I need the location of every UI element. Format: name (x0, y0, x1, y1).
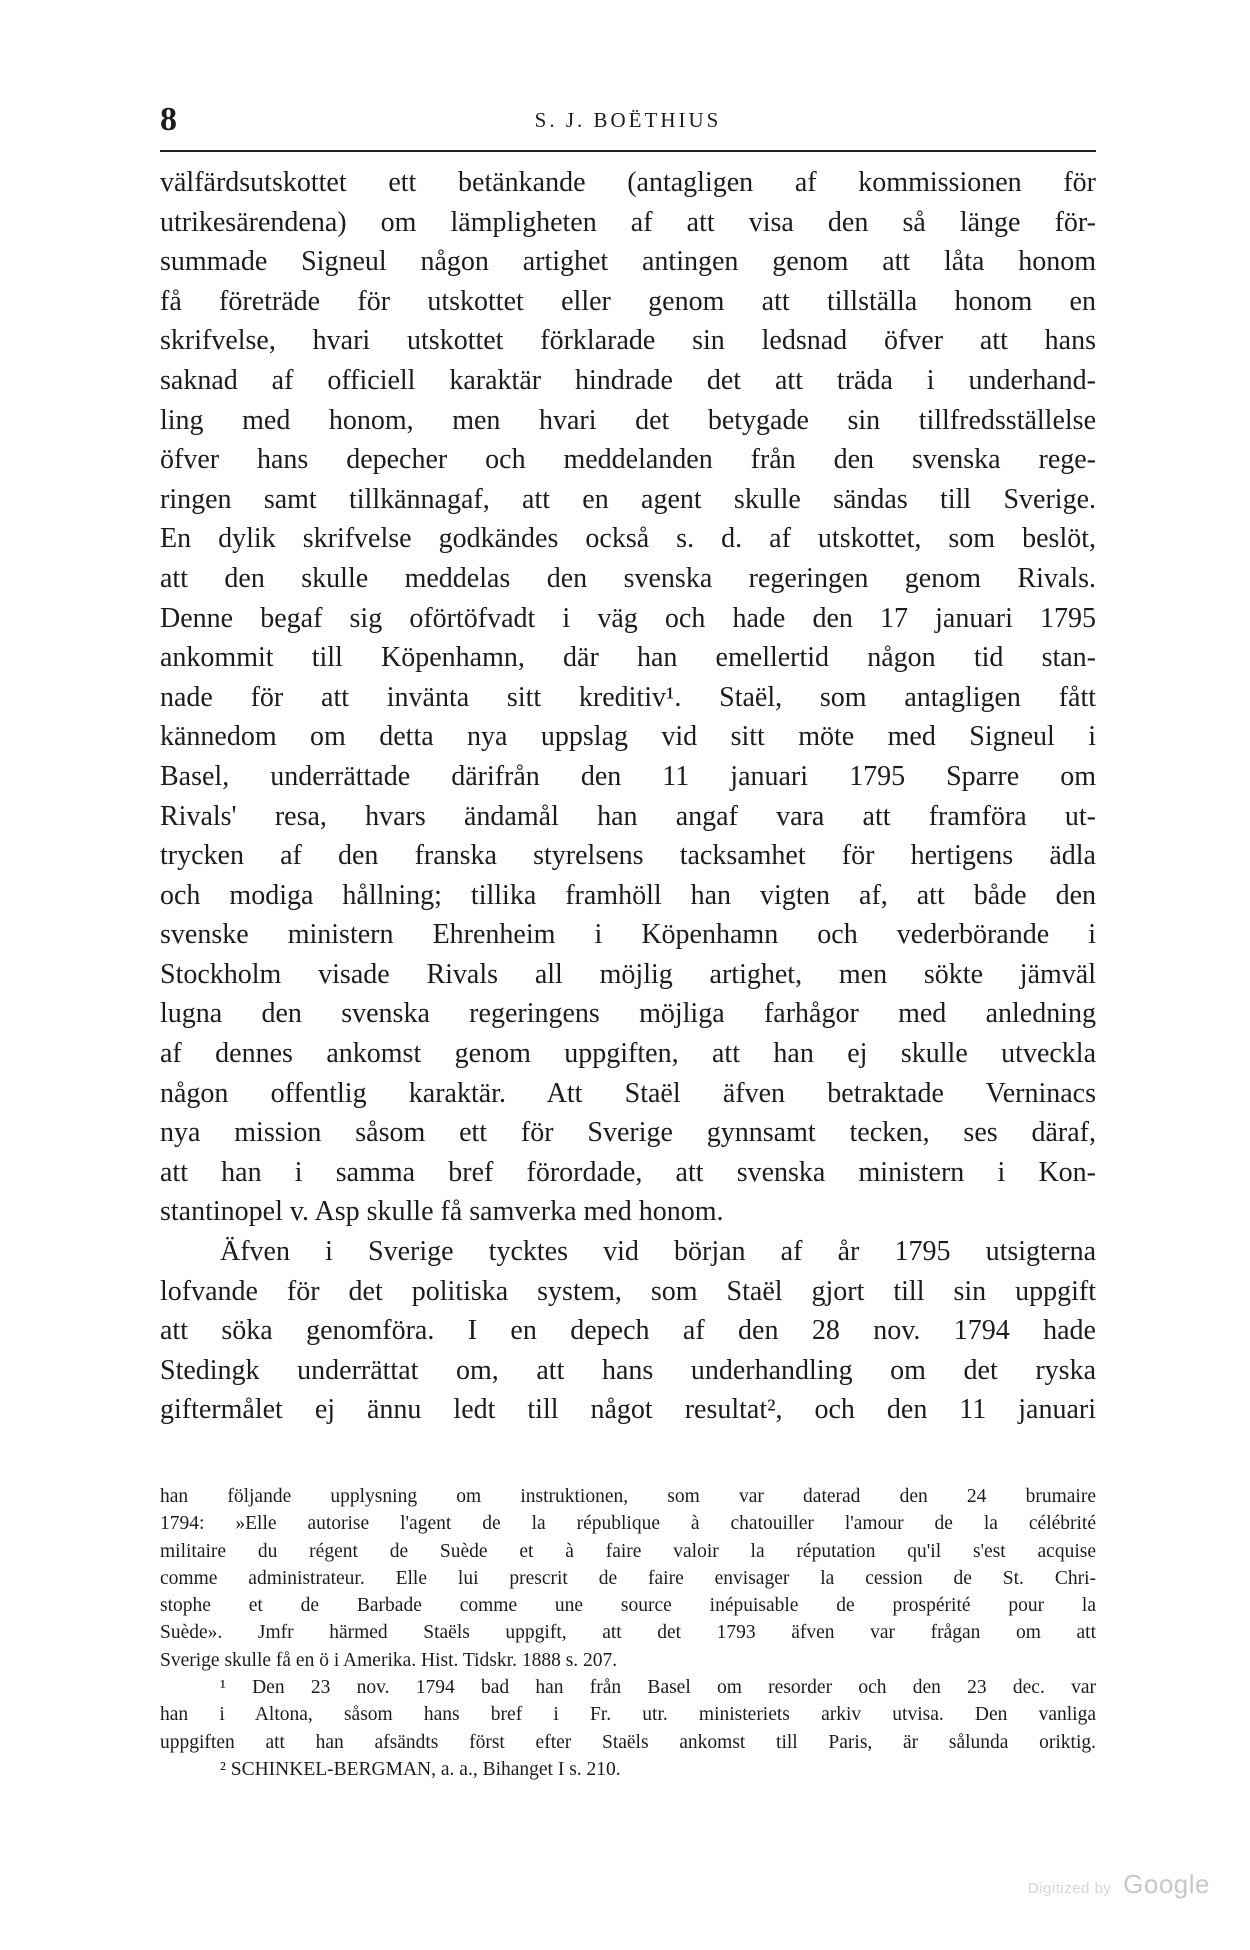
body-line: skrifvelse, hvari utskottet förklarade sin ledsnad öfver att hans (160, 325, 1096, 357)
footnote-line: han i Altona, såsom hans bref i Fr. utr. ministeriets arkiv utvisa. Den vanliga (160, 1704, 1096, 1726)
body-line: ankommit till Köpenhamn, där han emellertid någon tid stan- (160, 642, 1096, 674)
body-line: att han i samma bref förordade, att svenska ministern i Kon- (160, 1156, 1096, 1188)
body-line: och modiga hållning; tillika framhöll han vigten af, att både den (160, 879, 1096, 911)
body-line: ling med honom, men hvari det betygade sin tillfredsställelse (160, 404, 1096, 436)
body-line: Basel, underrättade därifrån den 11 januari 1795 Sparre om (160, 760, 1096, 792)
body-line: giftermålet ej ännu ledt till något resultat², och den 11 januari (160, 1394, 1096, 1426)
footnote-line: comme administrateur. Elle lui prescrit de faire envisager la cession de St. Chri- (160, 1567, 1096, 1589)
header-rule (160, 150, 1096, 152)
body-line: få företräde för utskottet eller genom att tillställa honom en (160, 285, 1096, 317)
body-line: välfärdsutskottet ett betänkande (antagligen af kommissionen för (160, 167, 1096, 198)
page-number: 8 (160, 101, 177, 138)
footnote-line: militaire du régent de Suède et à faire valoir la réputation qu'il s'est acquise (160, 1540, 1096, 1562)
body-line: någon offentlig karaktär. Att Staël äfven betraktade Verninacs (160, 1077, 1096, 1109)
footnote-line: uppgiften att han afsändts först efter Staëls ankomst till Paris, är sålunda oriktig. (160, 1731, 1096, 1753)
body-line: nade för att invänta sitt kreditiv¹. Staël, som antagligen fått (160, 681, 1096, 713)
body-line: trycken af den franska styrelsens tacksamhet för hertigens ädla (160, 840, 1096, 872)
footnote-line: 1794: »Elle autorise l'agent de la république à chatouiller l'amour de la célébrité (160, 1513, 1096, 1535)
footnote-1: ¹ Den 23 nov. 1794 bad han från Basel om resorder och den 23 dec. var (220, 1677, 1096, 1699)
body-line: utrikesärendena) om lämpligheten af att visa den så länge för- (160, 206, 1096, 238)
body-line: Rivals' resa, hvars ändamål han angaf vara att framföra ut- (160, 800, 1096, 832)
body-line: summade Signeul någon artighet antingen genom att låta honom (160, 246, 1096, 278)
footnote-line: Sverige skulle få en ö i Amerika. Hist. Tidskr. 1888 s. 207. (160, 1649, 618, 1671)
body-line: Äfven i Sverige tycktes vid början af år 1795 utsigterna (220, 1236, 1096, 1268)
footnote-line: Suède». Jmfr härmed Staëls uppgift, att det 1793 äfven var frågan om att (160, 1622, 1096, 1644)
body-line: ringen samt tillkännagaf, att en agent skulle sändas till Sverige. (160, 483, 1096, 515)
body-line: af dennes ankomst genom uppgiften, att han ej skulle utveckla (160, 1038, 1096, 1070)
body-line: lofvande för det politiska system, som Staël gjort till sin uppgift (160, 1275, 1096, 1307)
body-line: saknad af officiell karaktär hindrade det att träda i underhand- (160, 364, 1096, 396)
body-line: Stedingk underrättat om, att hans underhandling om det ryska (160, 1354, 1096, 1386)
page-header (160, 100, 1096, 140)
footnote-2: ² SCHINKEL-BERGMAN, a. a., Bihanget I s. 210. (220, 1758, 621, 1780)
body-line: nya mission såsom ett för Sverige gynnsamt tecken, ses däraf, (160, 1117, 1096, 1149)
google-watermark (1028, 1869, 1210, 1900)
body-line: Stockholm visade Rivals all möjlig artighet, men sökte jämväl (160, 958, 1096, 990)
body-line: öfver hans depecher och meddelanden från den svenska rege- (160, 444, 1096, 476)
body-line: svenske ministern Ehrenheim i Köpenhamn och vederbörande i (160, 919, 1096, 951)
body-line: En dylik skrifvelse godkändes också s. d. af utskottet, som beslöt, (160, 523, 1096, 555)
body-line: lugna den svenska regeringens möjliga farhågor med anledning (160, 998, 1096, 1030)
footnotes (160, 1483, 1096, 1783)
body-text (160, 163, 1096, 1430)
running-title: S. J. BOËTHIUS (534, 108, 722, 132)
footnote-line: han följande upplysning om instruktionen, som var daterad den 24 brumaire (160, 1486, 1096, 1507)
body-line: att den skulle meddelas den svenska regeringen genom Rivals. (160, 562, 1096, 594)
body-line: att söka genomföra. I en depech af den 28 nov. 1794 hade (160, 1315, 1096, 1347)
body-line: Denne begaf sig oförtöfvadt i väg och hade den 17 januari 1795 (160, 602, 1096, 634)
footnote-line: stophe et de Barbade comme une source inépuisable de prospérité pour la (160, 1595, 1096, 1617)
watermark-brand: Google (1123, 1869, 1210, 1899)
body-line: kännedom om detta nya uppslag vid sitt möte med Signeul i (160, 721, 1096, 753)
body-line: stantinopel v. Asp skulle få samverka med honom. (160, 1196, 724, 1228)
watermark-prefix: Digitized by (1027, 1880, 1112, 1897)
